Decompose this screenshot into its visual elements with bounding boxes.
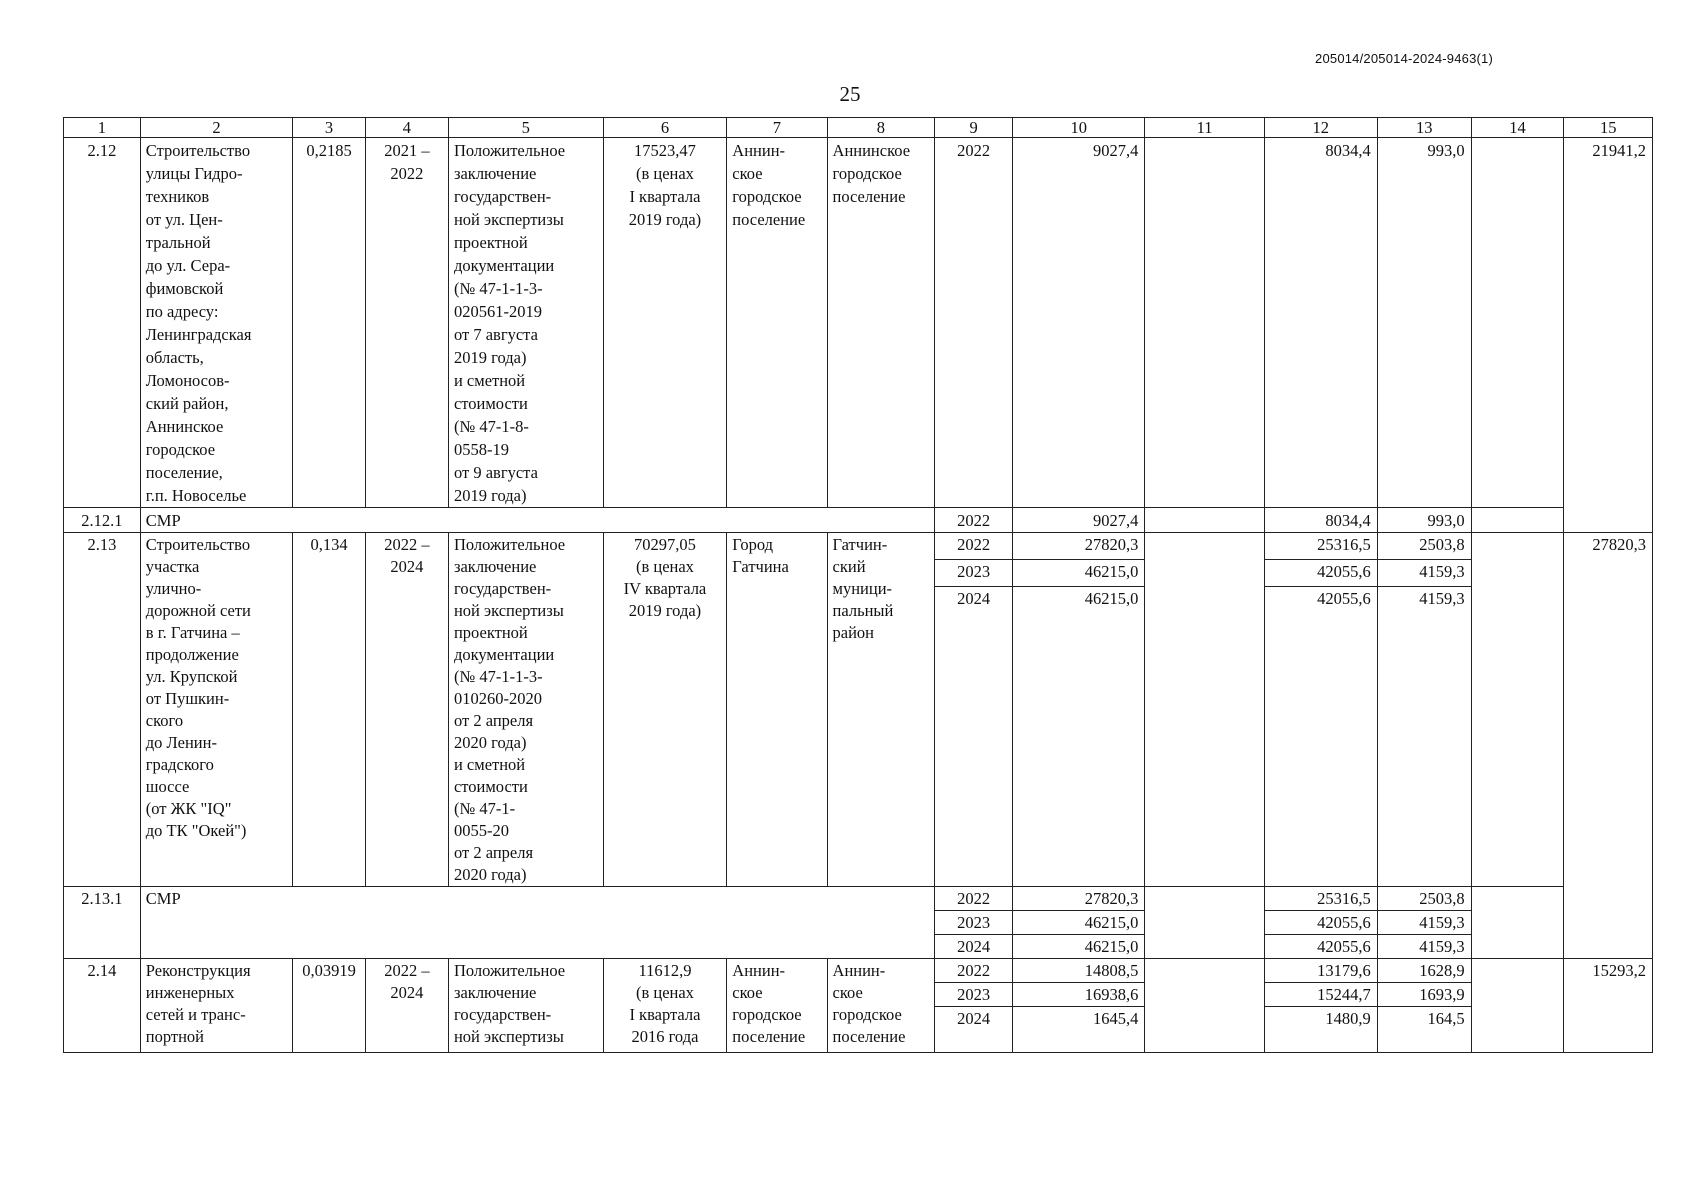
year-cell: 2023 bbox=[935, 560, 1013, 587]
column-header: 9 bbox=[935, 118, 1013, 138]
empty-cell bbox=[1471, 887, 1564, 959]
column-header: 15 bbox=[1564, 118, 1653, 138]
local-budget-cell: 993,0 bbox=[1377, 508, 1471, 533]
total-column-15: 15293,2 bbox=[1564, 959, 1653, 1053]
year-cell: 2022 bbox=[935, 887, 1013, 911]
object-name: Строительство улицы Гидро- техников от ул. Цен- тральной до ул. Сера- фимовской по адресу: Ленинградская область, Ломоносов- ский район, Аннинское городское поселение, г.п. Новоселье bbox=[140, 138, 293, 508]
period-cell: 2022 – 2024 bbox=[365, 533, 448, 887]
row-number: 2.13 bbox=[64, 533, 141, 887]
empty-cell bbox=[1471, 959, 1564, 1053]
page-number: 25 bbox=[839, 82, 861, 106]
regional-budget-cell: 1480,9 bbox=[1264, 1007, 1377, 1053]
empty-cell bbox=[1145, 138, 1264, 508]
regional-budget-cell: 42055,6 bbox=[1264, 587, 1377, 887]
column-header: 1 bbox=[64, 118, 141, 138]
year-cell: 2022 bbox=[935, 508, 1013, 533]
column-header: 2 bbox=[140, 118, 293, 138]
row-number: 2.12 bbox=[64, 138, 141, 508]
regional-budget-cell: 8034,4 bbox=[1264, 138, 1377, 508]
table-row bbox=[64, 959, 1653, 983]
local-budget-cell: 1693,9 bbox=[1377, 983, 1471, 1007]
empty-cell bbox=[1145, 508, 1264, 533]
empty-cell bbox=[1471, 138, 1564, 508]
total-cell: 1645,4 bbox=[1013, 1007, 1145, 1053]
column-header: 12 bbox=[1264, 118, 1377, 138]
total-cell: 14808,5 bbox=[1013, 959, 1145, 983]
total-column-15: 27820,3 bbox=[1564, 533, 1653, 959]
table-row bbox=[64, 533, 1653, 560]
year-cell: 2022 bbox=[935, 959, 1013, 983]
local-budget-cell: 4159,3 bbox=[1377, 560, 1471, 587]
year-cell: 2024 bbox=[935, 935, 1013, 959]
table-row bbox=[64, 138, 1653, 508]
total-cell: 46215,0 bbox=[1013, 911, 1145, 935]
row-number: 2.13.1 bbox=[64, 887, 141, 959]
column-header: 13 bbox=[1377, 118, 1471, 138]
owner-cell: Аннин- ское городское поселение bbox=[827, 959, 935, 1053]
total-cell: 46215,0 bbox=[1013, 560, 1145, 587]
local-budget-cell: 4159,3 bbox=[1377, 587, 1471, 887]
column-header: 7 bbox=[727, 118, 827, 138]
empty-cell bbox=[1471, 533, 1564, 887]
estimated-cost-cell: 70297,05 (в ценах IV квартала 2019 года) bbox=[603, 533, 727, 887]
subrow-label: СМР bbox=[140, 508, 934, 533]
customer-cell: Аннин- ское городское поселение bbox=[727, 138, 827, 508]
regional-budget-cell: 15244,7 bbox=[1264, 983, 1377, 1007]
total-cell: 9027,4 bbox=[1013, 508, 1145, 533]
local-budget-cell: 993,0 bbox=[1377, 138, 1471, 508]
document-id: 205014/205014-2024-9463(1) bbox=[1315, 51, 1493, 66]
subrow-label: СМР bbox=[140, 887, 934, 959]
total-cell: 9027,4 bbox=[1013, 138, 1145, 508]
year-cell: 2022 bbox=[935, 138, 1013, 508]
total-cell: 46215,0 bbox=[1013, 587, 1145, 887]
local-budget-cell: 4159,3 bbox=[1377, 935, 1471, 959]
customer-cell: Город Гатчина bbox=[727, 533, 827, 887]
local-budget-cell: 1628,9 bbox=[1377, 959, 1471, 983]
table-row bbox=[64, 887, 1653, 911]
period-cell: 2022 – 2024 bbox=[365, 959, 448, 1053]
year-cell: 2024 bbox=[935, 587, 1013, 887]
regional-budget-cell: 42055,6 bbox=[1264, 935, 1377, 959]
regional-budget-cell: 25316,5 bbox=[1264, 533, 1377, 560]
column-header: 5 bbox=[448, 118, 603, 138]
regional-budget-cell: 42055,6 bbox=[1264, 560, 1377, 587]
column-number-row bbox=[64, 118, 1653, 138]
total-cell: 46215,0 bbox=[1013, 935, 1145, 959]
program-table bbox=[63, 117, 1653, 1053]
expertise-cell: Положительное заключение государствен- ной экспертизы проектной документации (№ 47-1-1-3- 020561-2019 от 7 августа 2019 года) и сметной стоимости (№ 47-1-8- 0558-19 от 9 августа 2019 года) bbox=[448, 138, 603, 508]
empty-cell bbox=[1145, 959, 1264, 1053]
empty-cell bbox=[1145, 887, 1264, 959]
local-budget-cell: 164,5 bbox=[1377, 1007, 1471, 1053]
estimated-cost-cell: 17523,47 (в ценах I квартала 2019 года) bbox=[603, 138, 727, 508]
empty-cell bbox=[1145, 533, 1264, 887]
regional-budget-cell: 8034,4 bbox=[1264, 508, 1377, 533]
expertise-cell: Положительное заключение государствен- ной экспертизы проектной документации (№ 47-1-1-3- 010260-2020 от 2 апреля 2020 года) и сметной стоимости (№ 47-1- 0055-20 от 2 апреля 2020 года) bbox=[448, 533, 603, 887]
owner-cell: Аннинское городское поселение bbox=[827, 138, 935, 508]
regional-budget-cell: 25316,5 bbox=[1264, 887, 1377, 911]
year-cell: 2023 bbox=[935, 911, 1013, 935]
total-cell: 27820,3 bbox=[1013, 533, 1145, 560]
capacity-cell: 0,03919 bbox=[293, 959, 366, 1053]
local-budget-cell: 2503,8 bbox=[1377, 887, 1471, 911]
capacity-cell: 0,2185 bbox=[293, 138, 366, 508]
regional-budget-cell: 13179,6 bbox=[1264, 959, 1377, 983]
expertise-cell: Положительное заключение государствен- ной экспертизы bbox=[448, 959, 603, 1053]
owner-cell: Гатчин- ский муници- пальный район bbox=[827, 533, 935, 887]
year-cell: 2024 bbox=[935, 1007, 1013, 1053]
year-cell: 2023 bbox=[935, 983, 1013, 1007]
empty-cell bbox=[1471, 508, 1564, 533]
total-cell: 27820,3 bbox=[1013, 887, 1145, 911]
object-name: Реконструкция инженерных сетей и транс- портной bbox=[140, 959, 293, 1053]
customer-cell: Аннин- ское городское поселение bbox=[727, 959, 827, 1053]
column-header: 11 bbox=[1145, 118, 1264, 138]
column-header: 4 bbox=[365, 118, 448, 138]
column-header: 14 bbox=[1471, 118, 1564, 138]
capacity-cell: 0,134 bbox=[293, 533, 366, 887]
row-number: 2.14 bbox=[64, 959, 141, 1053]
local-budget-cell: 2503,8 bbox=[1377, 533, 1471, 560]
row-number: 2.12.1 bbox=[64, 508, 141, 533]
regional-budget-cell: 42055,6 bbox=[1264, 911, 1377, 935]
local-budget-cell: 4159,3 bbox=[1377, 911, 1471, 935]
period-cell: 2021 – 2022 bbox=[365, 138, 448, 508]
column-header: 8 bbox=[827, 118, 935, 138]
table-row bbox=[64, 508, 1653, 533]
column-header: 3 bbox=[293, 118, 366, 138]
object-name: Строительство участка улично- дорожной сети в г. Гатчина – продолжение ул. Крупской от Пушкин- ского до Ленин- градского шоссе (от ЖК "IQ" до ТК "Окей") bbox=[140, 533, 293, 887]
column-header: 6 bbox=[603, 118, 727, 138]
estimated-cost-cell: 11612,9 (в ценах I квартала 2016 года bbox=[603, 959, 727, 1053]
total-column-15: 21941,2 bbox=[1564, 138, 1653, 533]
column-header: 10 bbox=[1013, 118, 1145, 138]
year-cell: 2022 bbox=[935, 533, 1013, 560]
total-cell: 16938,6 bbox=[1013, 983, 1145, 1007]
